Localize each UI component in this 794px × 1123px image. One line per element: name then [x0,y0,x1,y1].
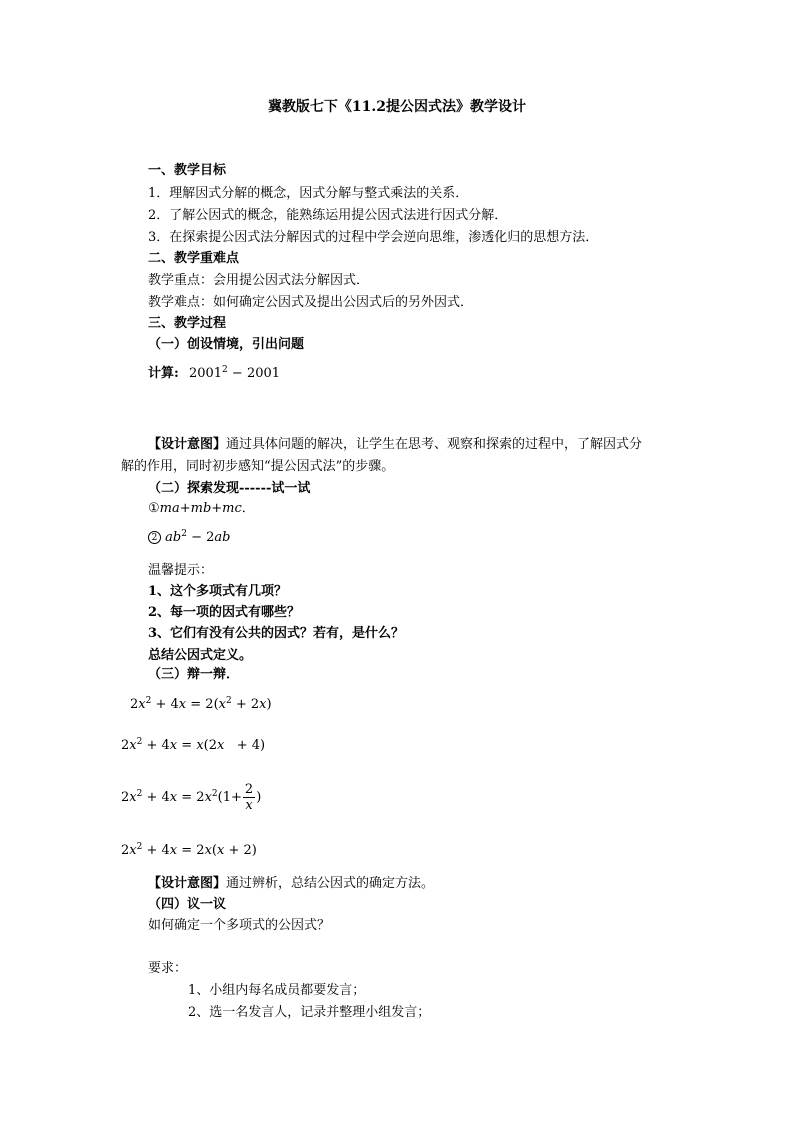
requirement-item-1: 1、小组内每名成员都要发言； [188,983,366,998]
equation-2: $2x^2 + 4x = x(2x + 4)$ [121,737,266,753]
item-number-badge: 2 [148,531,161,544]
section-heading-process: 三、教学过程 [148,316,227,331]
goal-item-1: 1．理解因式分解的概念，因式分解与整式乘法的关系． [148,186,469,201]
part2-heading: （二）探索发现------试一试 [148,481,311,496]
equation-4: $2x^2 + 4x = 2x(x + 2)$ [121,842,257,858]
part3-heading: （三）辩一辩． [148,667,240,682]
key-point-text: 教学重点：会用提公因式法分解因式． [148,273,370,288]
design-intent-label-2: 【设计意图】 [148,876,227,891]
tips-heading: 温馨提示： [148,563,214,578]
requirement-item-2: 2、选一名发言人，记录并整理小组发言； [188,1005,431,1020]
part4-heading: （四）议一议 [148,897,227,912]
section-heading-key-points: 二、教学重难点 [148,251,240,266]
part1-heading: （一）创设情境，引出问题 [148,337,305,352]
try-item-1: ①ma+mb+mc． [148,501,255,516]
equation-3: $2x^2 + 4x = 2x^2(1+$ $\frac{2}{x}$ ) [121,782,262,813]
goal-item-2: 2．了解公因式的概念，能熟练运用提公因式法进行因式分解． [148,208,508,223]
design-intent-1-line2: 解的作用，同时初步感知“提公因式法”的步骤。 [121,459,395,474]
calc-line [148,366,280,382]
equation-1: $2x^2 + 4x = 2(x^2 + 2x)$ [130,696,272,712]
goal-item-3: 3．在探索提公因式法分解因式的过程中学会逆向思维，渗透化归的思想方法． [148,230,599,245]
calc-expression: $2001^2 - 2001$ [188,365,281,381]
tip-item-1: 1、这个多项式有几项？ [148,584,288,599]
requirements-heading: 要求： [148,961,188,976]
summary-text: 总结公因式定义。 [148,648,253,663]
design-intent-label: 【设计意图】 [148,437,227,452]
page-title: 冀教版七下《11.2提公因式法》教学设计 [267,99,527,115]
calc-label: 计算: [148,366,179,381]
design-intent-2: 【设计意图】通过辨析，总结公因式的确定方法。 [148,876,435,891]
tip-item-2: 2、每一项的因式有哪些？ [148,605,301,620]
fraction: $\frac{2}{x}$ [244,782,254,813]
section-heading-goals: 一、教学目标 [148,163,227,178]
tip-item-3: 3、它们有没有公共的因式？若有，是什么？ [148,626,405,641]
try-item-2: 2 $ab^2 - 2ab$ [148,530,230,546]
difficulty-text: 教学难点：如何确定公因式及提出公因式后的另外因式． [148,295,474,310]
design-intent-1-line1: 【设计意图】通过具体问题的解决，让学生在思考、观察和探索的过程中，了解因式分 [148,437,643,452]
discussion-question: 如何确定一个多项式的公因式？ [148,918,331,933]
